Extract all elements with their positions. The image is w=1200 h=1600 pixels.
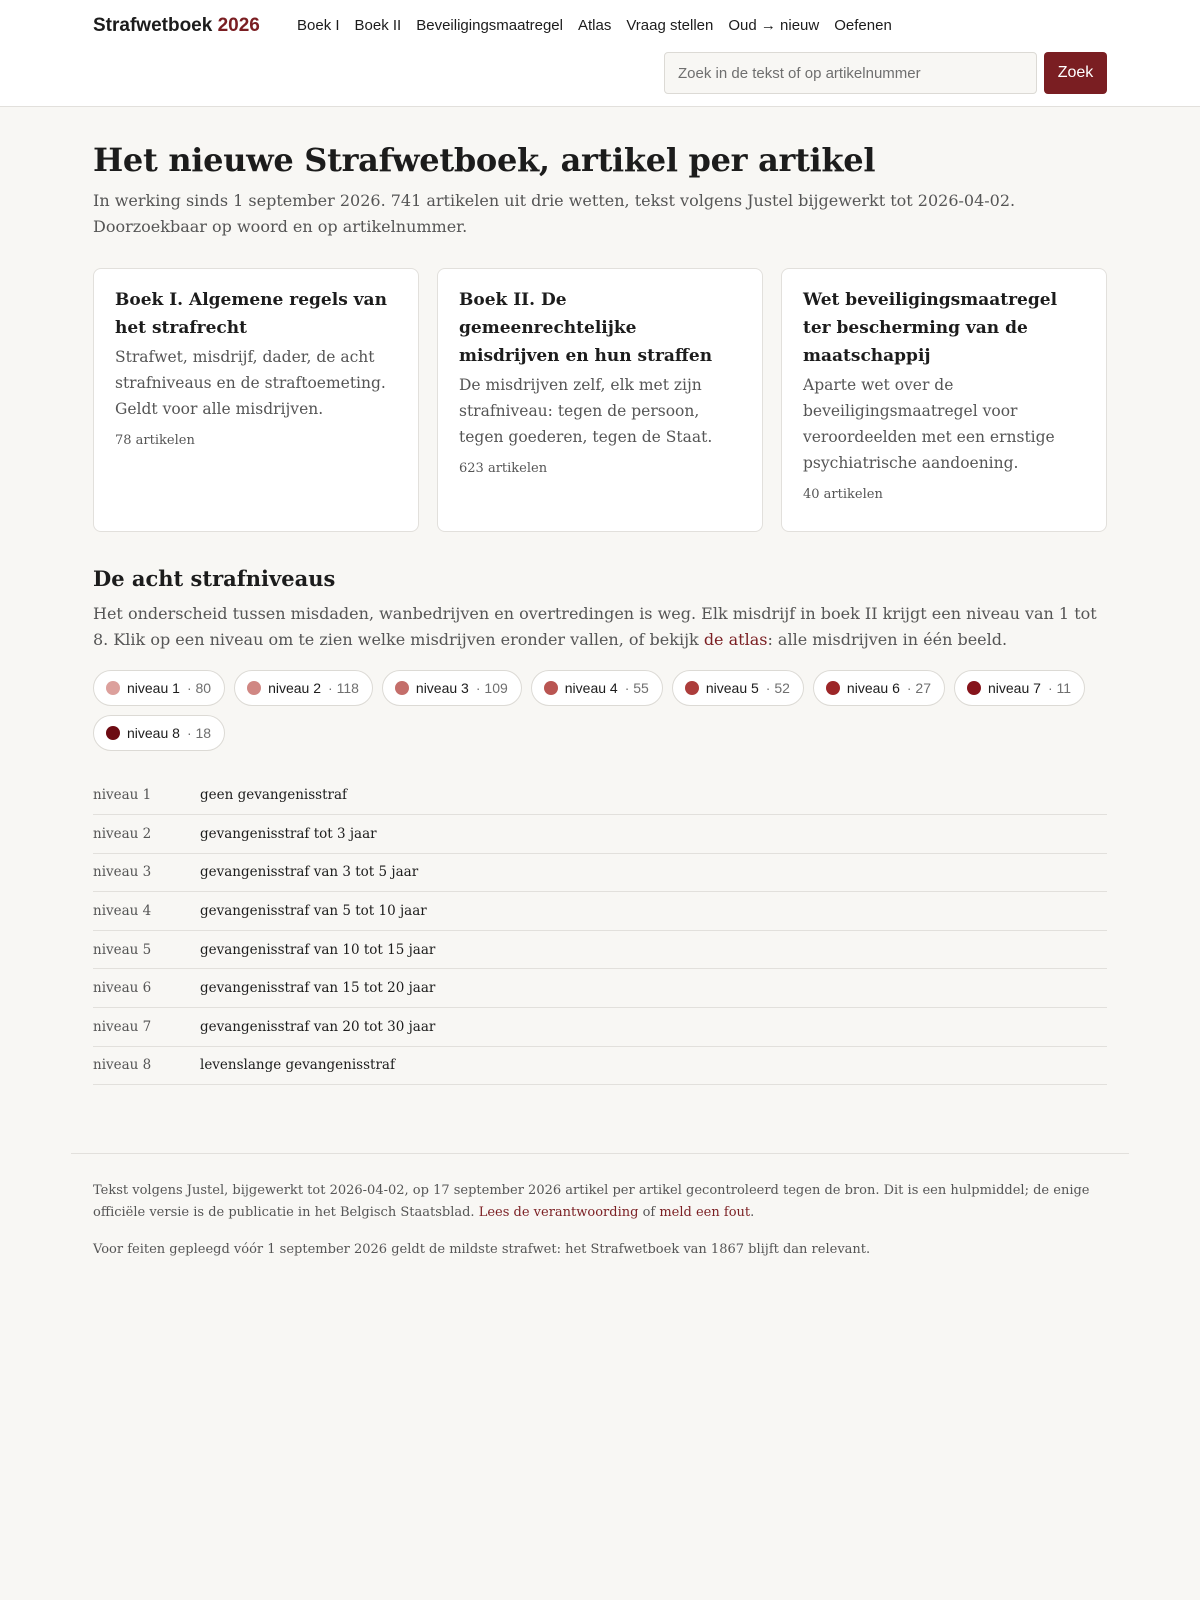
brand-logo[interactable] — [93, 15, 260, 37]
chip-count — [476, 680, 508, 696]
level-4-dot-icon — [544, 681, 558, 695]
search-form — [664, 52, 1107, 94]
level-3-dot-icon — [395, 681, 409, 695]
levels-table — [93, 776, 1107, 1085]
table-row — [93, 815, 1107, 854]
verantwoording-link[interactable]: Lees de verantwoording — [478, 1205, 639, 1221]
level-name: niveau 6 — [93, 969, 200, 1008]
chip-count-value: 27 — [915, 680, 931, 696]
table-row — [93, 969, 1107, 1008]
chip-count-value: 80 — [195, 680, 212, 696]
chip-count — [625, 680, 649, 696]
level-name: niveau 2 — [93, 815, 200, 854]
chip-count — [187, 680, 211, 696]
nav-oud-nieuw[interactable]: Oud → nieuw — [728, 17, 820, 34]
chip-separator: · — [475, 680, 481, 696]
chip-count-value: 52 — [774, 680, 790, 696]
level-chip-8[interactable] — [93, 715, 225, 751]
site-header — [0, 0, 1200, 107]
level-2-dot-icon — [247, 681, 261, 695]
main-content — [93, 107, 1107, 1085]
footer-text-end: . — [750, 1205, 755, 1221]
table-row — [93, 1046, 1107, 1085]
search-input[interactable] — [664, 52, 1037, 94]
level-5-dot-icon — [685, 681, 699, 695]
chip-count — [328, 680, 359, 696]
card-text: Aparte wet over de beveiligingsmaatregel voor veroordeelden met een ernstige psychiatrische aandoening. — [803, 376, 1055, 472]
footer-text-or: of — [638, 1205, 660, 1221]
level-description: gevangenisstraf van 20 tot 30 jaar — [200, 1008, 1107, 1047]
level-6-dot-icon — [826, 681, 840, 695]
table-row — [93, 892, 1107, 931]
card-text: De misdrijven zelf, elk met zijn strafniveau: tegen de persoon, tegen goederen, tegen de Staat. — [459, 376, 713, 446]
level-chip-7[interactable] — [954, 670, 1085, 706]
chip-label: niveau 8 — [127, 725, 180, 741]
chip-label: niveau 5 — [705, 680, 759, 696]
card-title: Wet beveiligingsmaatregel ter bescherming van de maatschappij — [803, 290, 1058, 366]
level-chip-4[interactable] — [531, 670, 663, 706]
level-name: niveau 4 — [93, 892, 200, 931]
level-description: gevangenisstraf van 5 tot 10 jaar — [200, 892, 1107, 931]
level-description: geen gevangenisstraf — [200, 776, 1107, 815]
chip-label: niveau 2 — [268, 680, 322, 696]
level-chip-5[interactable] — [672, 670, 804, 706]
card-count: 78 artikelen — [115, 433, 195, 448]
card-title: Boek I. Algemene regels van het strafrecht — [115, 290, 387, 338]
chip-count — [766, 680, 790, 696]
level-name: niveau 7 — [93, 1008, 200, 1047]
brand-name: Strafwetboek — [93, 15, 213, 36]
levels-intro — [93, 601, 1107, 653]
nav-boek-2[interactable]: Boek II — [354, 17, 402, 34]
nav-beveiligingsmaatregel[interactable]: Beveiligingsmaatregel — [416, 17, 563, 34]
nav-vraag-stellen[interactable]: Vraag stellen — [626, 17, 714, 34]
chip-separator: · — [765, 680, 771, 696]
level-7-dot-icon — [967, 681, 981, 695]
chip-count-value: 18 — [195, 725, 212, 741]
level-name: niveau 8 — [93, 1046, 200, 1085]
footer-note: Voor feiten gepleegd vóór 1 september 2026 geldt de mildste strafwet: het Strafwetboek van 1867 blijft dan relevant. — [93, 1242, 871, 1258]
levels-intro-text-end: : alle misdrijven in één beeld. — [767, 630, 1008, 649]
main-nav — [297, 17, 892, 34]
level-1-dot-icon — [106, 681, 120, 695]
level-8-dot-icon — [106, 726, 120, 740]
chip-count — [1048, 680, 1071, 696]
chip-separator: · — [624, 680, 630, 696]
table-row — [93, 853, 1107, 892]
page-lede: In werking sinds 1 september 2026. 741 artikelen uit drie wetten, tekst volgens Justel bijgewerkt tot 2026-04-02. Doorzoekbaar op woord en op artikelnummer. — [93, 191, 1016, 236]
level-name: niveau 3 — [93, 853, 200, 892]
nav-boek-1[interactable]: Boek I — [297, 17, 340, 34]
nav-oefenen[interactable]: Oefenen — [834, 17, 892, 34]
book-cards — [93, 268, 1107, 532]
brand-year: 2026 — [217, 15, 260, 36]
card-boek-2[interactable] — [437, 268, 763, 532]
footer-text: Tekst volgens Justel, bijgewerkt tot 2026-04-02, op 17 september 2026 artikel per artikel gecontroleerd tegen de bron. Dit is een hulpmiddel; de enige officiële versie is de publicatie in het Belgisch Staatsblad. — [93, 1183, 1090, 1221]
chip-separator: · — [186, 680, 192, 696]
chip-count-value: 118 — [336, 680, 359, 696]
level-description: gevangenisstraf van 3 tot 5 jaar — [200, 853, 1107, 892]
card-boek-1[interactable] — [93, 268, 419, 532]
level-description: gevangenisstraf van 15 tot 20 jaar — [200, 969, 1107, 1008]
level-description: levenslange gevangenisstraf — [200, 1046, 1107, 1085]
chip-count — [187, 725, 211, 741]
level-chip-6[interactable] — [813, 670, 945, 706]
page-title: Het nieuwe Strafwetboek, artikel per artikel — [93, 141, 876, 179]
card-text: Strafwet, misdrijf, dader, de acht strafniveaus en de straftoemeting. Geldt voor alle misdrijven. — [115, 348, 386, 418]
chip-label: niveau 6 — [846, 680, 900, 696]
footer-disclaimer — [93, 1180, 1107, 1224]
chip-count-value: 11 — [1056, 680, 1072, 696]
level-description: gevangenisstraf van 10 tot 15 jaar — [200, 930, 1107, 969]
chip-label: niveau 7 — [988, 680, 1041, 696]
chip-separator: · — [186, 725, 192, 741]
level-chip-2[interactable] — [234, 670, 373, 706]
card-count: 623 artikelen — [459, 461, 548, 476]
table-row — [93, 1008, 1107, 1047]
level-chip-1[interactable] — [93, 670, 225, 706]
chip-count-value: 109 — [484, 680, 508, 696]
table-row — [93, 776, 1107, 815]
card-count: 40 artikelen — [803, 487, 883, 502]
level-chips — [93, 670, 1107, 751]
chip-count-value: 55 — [633, 680, 649, 696]
chip-label: niveau 4 — [564, 680, 618, 696]
nav-atlas[interactable]: Atlas — [577, 17, 612, 34]
chip-label: niveau 1 — [127, 680, 180, 696]
site-footer — [71, 1153, 1129, 1261]
level-name: niveau 5 — [93, 930, 200, 969]
chip-separator: · — [328, 680, 333, 696]
chip-count — [907, 680, 931, 696]
level-name: niveau 1 — [93, 776, 200, 815]
level-description: gevangenisstraf tot 3 jaar — [200, 815, 1107, 854]
chip-separator: · — [1047, 680, 1053, 696]
atlas-link[interactable]: de atlas — [703, 630, 768, 649]
table-row — [93, 930, 1107, 969]
report-error-link[interactable]: meld een fout — [659, 1205, 751, 1221]
levels-heading: De acht strafniveaus — [93, 566, 336, 591]
chip-separator: · — [906, 680, 912, 696]
card-beveiligingsmaatregel[interactable] — [781, 268, 1107, 532]
card-title: Boek II. De gemeenrechtelijke misdrijven en hun straffen — [459, 290, 713, 366]
chip-label: niveau 3 — [415, 680, 469, 696]
levels-intro-text: Het onderscheid tussen misdaden, wanbedrijven en overtredingen is weg. Elk misdrijf in boek II krijgt een niveau van 1 tot 8. Klik op een niveau om te zien welke misdrijven eronder vallen, of bekijk — [93, 604, 1097, 649]
search-button[interactable]: Zoek — [1044, 52, 1107, 94]
level-chip-3[interactable] — [382, 670, 522, 706]
